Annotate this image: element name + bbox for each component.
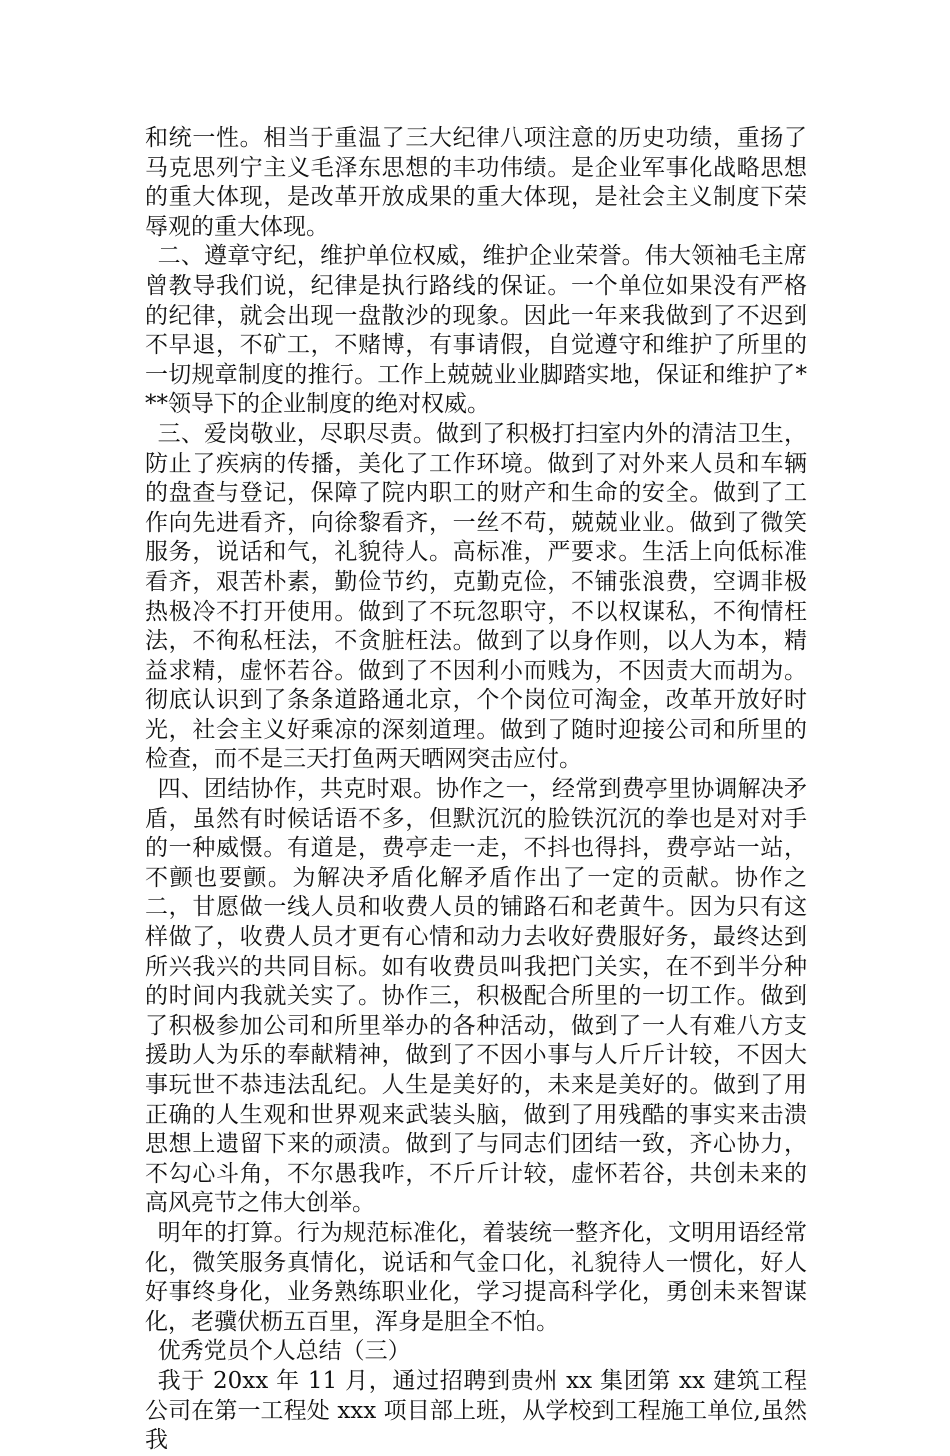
paragraph-continuation: 和统一性。相当于重温了三大纪律八项注意的历史功绩，重扬了马克思列宁主义毛泽东思想的丰功伟绩。是企业军事化战略思想的重大体现，是改革开放成果的重大体现，是社会主义制度下荣辱观的重大体现。 bbox=[145, 125, 807, 240]
paragraph-intro: 我于 20xx 年 11 月，通过招聘到贵州 xx 集团第 xx 建筑工程公司在第一工程处 xxx 项目部上班，从学校到工程施工单位,虽然我 bbox=[145, 1367, 807, 1454]
paragraph-section-three: 三、爱岗敬业，尽职尽责。做到了积极打扫室内外的清洁卫生，防止了疾病的传播，美化了工作环境。做到了对外来人员和车辆的盘查与登记，保障了院内职工的财产和生命的安全。做到了工作向先进看齐，向徐黎看齐，一丝不苟，兢兢业业。做到了微笑服务，说话和气，礼貌待人。高标准，严要求。生活上向低标准看齐，艰苦朴素，勤俭节约，克勤克俭，不铺张浪费，空调非极热极冷不打开使用。做到了不玩忽职守，不以权谋私，不徇情枉法，不徇私枉法，不贪脏枉法。做到了以身作则，以人为本，精益求精，虚怀若谷。做到了不因利小而贱为，不因责大而胡为。彻底认识到了条条道路通北京，个个岗位可淘金，改革开放好时光，社会主义好乘凉的深刻道理。做到了随时迎接公司和所里的检查，而不是三天打鱼两天晒网突击应付。 bbox=[145, 420, 807, 773]
section-heading: 优秀党员个人总结（三） bbox=[157, 1338, 411, 1365]
paragraph-next-year-plan: 明年的打算。行为规范标准化，着装统一整齐化，文明用语经常化，微笑服务真情化，说话和气金口化，礼貌待人一惯化，好人好事终身化，业务熟练职业化，学习提高科学化，勇创未来智谋化，老骥伏枥五百里，浑身是胆全不怕。 bbox=[145, 1219, 807, 1335]
document-body bbox=[145, 124, 807, 1456]
paragraph-section-four: 四、团结协作，共克时艰。协作之一，经常到费亭里协调解决矛盾，虽然有时候话语不多，但默沉沉的脸铁沉沉的拳也是对对手的一种威慑。有道是，费亭走一走，不抖也得抖，费亭站一站，不颤也要颤。为解决矛盾化解矛盾作出了一定的贡献。协作之二，甘愿做一线人员和收费人员的铺路石和老黄牛。因为只有这样做了，收费人员才更有心情和动力去收好费服好务，最终达到所兴我兴的共同目标。如有收费员叫我把门关实，在不到半分种的时间内我就关实了。协作三，积极配合所里的一切工作。做到了积极参加公司和所里举办的各种活动，做到了一人有难八方支援助人为乐的奉献精神，做到了不因小事与人斤斤计较，不因大事玩世不恭违法乱纪。人生是美好的，未来是美好的。做到了用正确的人生观和世界观来武装头脑，做到了用残酷的事实来击溃思想上遗留下来的顽渍。做到了与同志们团结一致，齐心协力，不勾心斗角，不尔愚我咋，不斤斤计较，虚怀若谷，共创未来的高风亮节之伟大创举。 bbox=[145, 776, 807, 1217]
paragraph-section-two: 二、遵章守纪，维护单位权威，维护企业荣誉。伟大领袖毛主席曾教导我们说，纪律是执行路线的保证。一个单位如果没有严格的纪律，就会出现一盘散沙的现象。因此一年来我做到了不迟到不早退，不矿工，不赌博，有事请假，自觉遵守和维护了所里的一切规章制度的推行。工作上兢兢业业脚踏实地，保证和维护了***领导下的企业制度的绝对权威。 bbox=[145, 243, 807, 418]
